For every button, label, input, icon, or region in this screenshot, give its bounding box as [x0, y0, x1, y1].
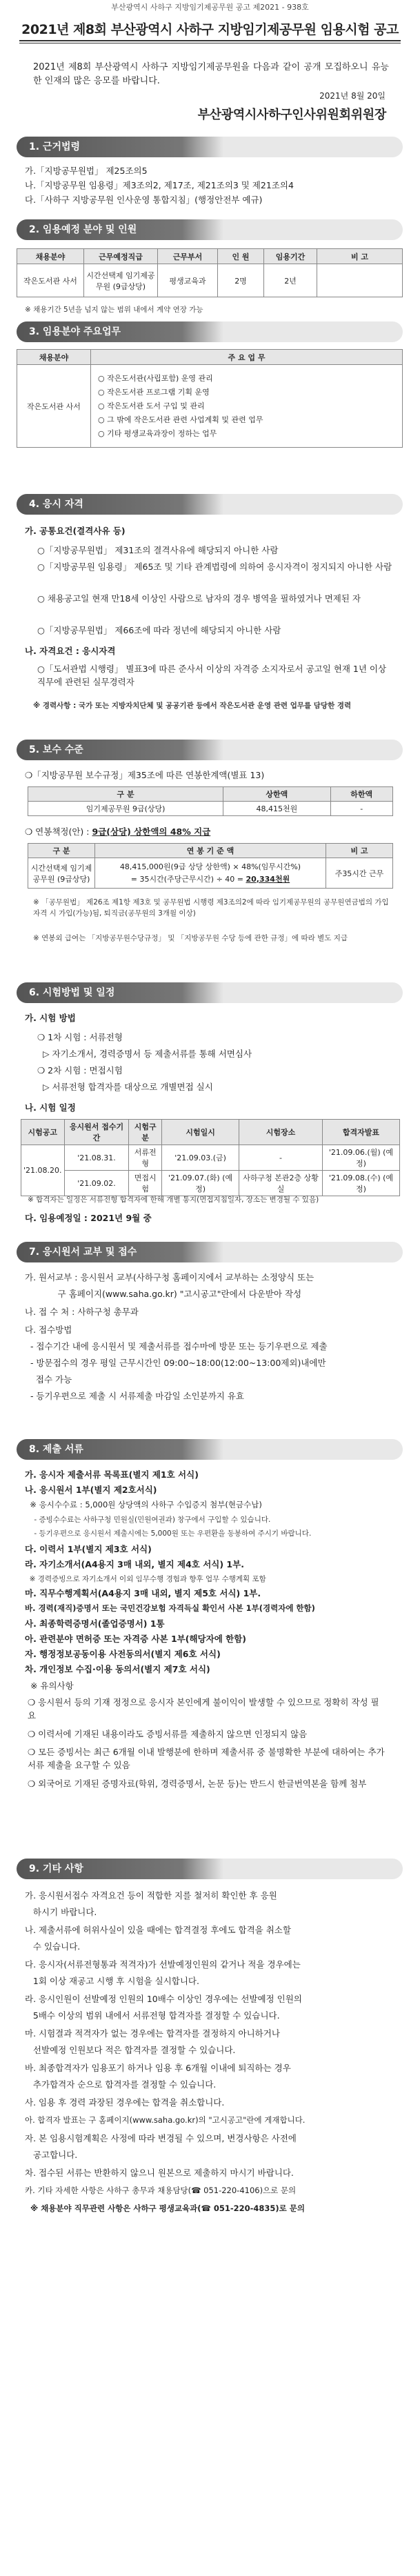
section-1-header: 1. 근거법령: [17, 137, 403, 157]
duty-item: ○ 그 밖에 작은도서관 관련 사업계획 및 관련 업무: [98, 415, 263, 424]
sec9-item: 하시기 바랍니다.: [25, 1907, 97, 1917]
table-cell: 임기제공무원 9급(상당): [28, 802, 223, 816]
sec1-item-2: 나.「지방공무원 임용령」제3조의2, 제17조, 제21조의3 및 제21조의4: [25, 180, 294, 190]
header-cell: 구 분: [28, 844, 95, 858]
header-cell: 하한액: [330, 787, 393, 802]
table-cell: -: [239, 1145, 323, 1171]
table-cell: 평생교육과: [158, 264, 218, 297]
salary-plan-label: ❍ 연봉책정(안) :: [25, 826, 92, 837]
sec5-item-2: [25, 825, 210, 838]
sec8-item: 가. 응시자 제출서류 목록표(별지 제1호 서식): [25, 1469, 199, 1480]
sec1-item-1: 가.「지방공무원법」 제25조의5: [25, 166, 148, 176]
table-cell: 시간선택제 임기제공무원 (9급상당): [84, 264, 158, 297]
sec8-item: ❍ 외국어로 기재된 증명자료(학위, 경력증명서, 논문 등)는 반드시 한글번역본을 함께 첨부: [28, 1779, 367, 1789]
table-cell: '21.09.03.(금): [162, 1145, 239, 1171]
recruitment-table: [17, 248, 403, 297]
sec9-item: 아. 합격자 발표는 구 홈페이지(www.saha.go.kr)의 "고시공고"란에 게재합니다.: [25, 2115, 306, 2125]
table-cell: '21.08.31.: [64, 1145, 129, 1171]
duty-item: ○ 작은도서관 도서 구입 및 관리: [98, 401, 205, 410]
header-cell: 시험장소: [239, 1120, 323, 1145]
sec8-item: ※ 경력증빙으로 자기소개서 이외 임무수행 경험과 향후 업무 수행계획 포함: [25, 1575, 266, 1583]
salary-plan-highlight: 9급(상당) 상한액의 48% 지급: [92, 826, 211, 837]
title-rule-top: [19, 40, 401, 41]
sec6-c: 다. 임용예정일 : 2021년 9월 중: [25, 1213, 152, 1223]
section-6-header: 6. 시험방법 및 일정: [17, 982, 403, 1003]
sec9-item: 공고합니다.: [25, 2150, 78, 2160]
salary-calc-line-2: = 35시간(주당근무시간) ÷ 40 = 20,334천원: [130, 874, 290, 884]
schedule-table: [21, 1119, 400, 1196]
announcement-date: 2021년 8월 20일: [319, 91, 386, 101]
sec9-item: 바. 최종합격자가 임용포기 하거나 임용 후 6개월 이내에 퇴직하는 경우: [25, 2063, 291, 2073]
table-cell: '21.09.08.(수) (예정): [322, 1171, 399, 1196]
table-cell: 2명: [218, 264, 264, 297]
table-cell: 면접시험: [129, 1171, 162, 1196]
sec5-note: ※ 연봉외 급여는 「지방공무원수당규정」 및 「지방공무원 수당 등에 관한 규정」에 따라 별도 지급: [33, 934, 348, 942]
page-title: 2021년 제8회 부산광역시 사하구 지방임기제공무원 임용시험 공고: [21, 22, 399, 37]
sec9-item: 라. 응시인원이 선발예정 인원의 10배수 이상인 경우에는 선발예정 인원의: [25, 1994, 302, 2004]
sec4-a-heading: 가. 공통요건(결격사유 등): [25, 526, 126, 536]
sec4-b-heading: 나. 자격요건 : 응시자격: [25, 646, 116, 656]
table-cell: 주35시간 근무: [326, 858, 393, 889]
sec4-a-item: ○「지방공무원법」 제31조의 결격사유에 해당되지 아니한 사람: [37, 545, 279, 555]
salary-calc-line-1: 48,415,000원(9급 상당 상한액) × 48%(임무시간%): [119, 862, 301, 871]
header-cell: 임용기간: [264, 249, 317, 264]
duty-item: ○ 작은도서관(사립포함) 운영 관리: [98, 373, 213, 383]
sec9-item: 가. 응시원서접수 자격요건 등이 적합한 지를 철저히 확인한 후 응원: [25, 1890, 277, 1901]
sec7-item: - 접수기간 내에 응시원서 및 제출서류를 접수마에 방문 또는 등기우편으로 제출: [25, 1341, 328, 1351]
section-4-header: 4. 응시 자격: [17, 494, 403, 515]
section-2-header: 2. 임용예정 분야 및 인원: [17, 219, 403, 240]
duty-item: ○ 기타 평생교육과장이 정하는 업무: [98, 428, 217, 438]
sec8-item: 자. 행정정보공동이용 사전동의서(별지 제6호 서식): [25, 1649, 221, 1659]
duties-table: [17, 349, 403, 448]
table-cell: 작은도서관 사서: [17, 264, 84, 297]
duty-item: ○ 작은도서관 프로그램 기획 운영: [98, 387, 210, 397]
sec9-item: 선발예정 인원보다 적은 합격자를 결정할 수 있습니다.: [25, 2045, 236, 2055]
sec7-item: 구 홈페이지(www.saha.go.kr) "고시공고"란에서 다운받아 작성: [25, 1289, 302, 1299]
table-cell: 작은도서관 사서: [17, 365, 91, 448]
section-9-header: 9. 기타 사항: [17, 1859, 403, 1879]
sec4-a-item: ○「지방공무원법」 제66조에 따라 정년에 해당되지 아니한 사람: [37, 625, 281, 635]
sec7-item: 접수 가능: [25, 1374, 72, 1385]
issuer-name: 부산광역시사하구인사위원회위원장: [197, 108, 386, 122]
header-cell: 응시원서 접수기간: [64, 1120, 129, 1145]
header-cell: 채용분야: [17, 350, 91, 365]
sec9-item: 다. 응시자(서류전형통과 적격자)가 선발예정인원의 같거나 적을 경우에는: [25, 1959, 301, 1970]
sec7-item: - 등기우편으로 제출 시 서류제출 마감일 소인분까지 유효: [25, 1391, 244, 1401]
table-cell: [317, 264, 403, 297]
sec8-item: ❍ 이력서에 기재된 내용이라도 증빙서류를 제출하지 않으면 인정되지 않음: [28, 1729, 308, 1739]
table-cell: '21.09.07.(화) (예정): [162, 1171, 239, 1196]
header-cell: 시험구분: [129, 1120, 162, 1145]
table-cell: 시간선택제 임기제공무원 (9급상당): [28, 858, 95, 889]
table-cell: -: [330, 802, 393, 816]
section-8-header: 8. 제출 서류: [17, 1439, 403, 1460]
sec7-item: 나. 접 수 처 : 사하구청 총무과: [25, 1307, 139, 1317]
header-cell: 인 원: [218, 249, 264, 264]
sec4-a-item: ○ 채용공고일 현재 만18세 이상인 사람으로 남자의 경우 병역을 필하였거나 면제된 자: [37, 593, 361, 604]
sec4-note: ※ 경력사항 : 국가 또는 지방자치단체 및 공공기관 등에서 작은도서관 운영 관련 업무를 담당한 경력: [33, 702, 352, 710]
sec9-item: 사. 임용 후 경력 과장된 경우에는 합격을 취소합니다.: [25, 2097, 225, 2108]
table-cell: 서류전형: [129, 1145, 162, 1171]
sec8-item: 사. 최종학력증명서(졸업증명서) 1통: [25, 1618, 165, 1629]
table-cell: '21.08.20.: [21, 1145, 65, 1196]
sec5-item-1: ❍「지방공무원 보수규정」제35조에 따른 연봉한계액(별표 13): [25, 770, 265, 780]
salary-cap-table: [28, 786, 393, 816]
sec9-item: 차. 접수된 서류는 반환하지 않으니 원본으로 제출하지 마시기 바랍니다.: [25, 2168, 294, 2178]
sec6-a-item: ▷ 서류전형 합격자를 대상으로 개별면접 실시: [37, 1082, 213, 1092]
sec6-b-heading: 나. 시험 일정: [25, 1102, 76, 1113]
header-cell: 연 봉 기 준 액: [95, 844, 326, 858]
sec7-item: 가. 원서교부 : 응시원서 교부(사하구청 홈페이지에서 교부하는 소정양식 또는: [25, 1272, 314, 1282]
intro-text: 2021년 제8회 부산광역시 사하구 지방임기제공무원을 다음과 같이 공개 모집하오니 유능한 인재의 많은 응모를 바랍니다.: [33, 62, 389, 86]
header-cell: 시험공고: [21, 1120, 65, 1145]
announcement-number: 부산광역시 사하구 지방임기제공무원 공고 제2021 - 938호: [111, 3, 309, 12]
sec8-item: 아. 관련분야 면허증 또는 자격증 사본 1부(해당자에 한함): [25, 1634, 246, 1644]
header-cell: 근무부서: [158, 249, 218, 264]
sec9-item: 1회 이상 재공고 시행 후 시험을 실시합니다.: [25, 1976, 199, 1986]
sec9-item: 수 있습니다.: [25, 1941, 81, 1952]
sec8-item: 라. 자기소개서(A4용지 3매 내외, 별지 제4호 서식) 1부.: [25, 1559, 244, 1569]
sec8-item: 차. 개인정보 수집·이용 동의서(별지 제7호 서식): [25, 1664, 210, 1674]
table-cell: 사하구청 본관2층 상황실: [239, 1171, 323, 1196]
sec9-item: 마. 시험결과 적격자가 없는 경우에는 합격자를 결정하지 아니하거나: [25, 2028, 280, 2039]
sec4-b-item: ○「도서관법 시행령」 별표3에 따른 준사서 이상의 자격증 소지자로서 공고일 현재 1년 이상 직무에 관련된 실무경력자: [37, 664, 387, 687]
section-3-header: 3. 임용분야 주요업무: [17, 321, 403, 342]
sec6-a-item: ▷ 자기소개서, 경력증명서 등 제출서류를 통해 서면심사: [37, 1049, 252, 1059]
sec7-item: 다. 접수방법: [25, 1325, 72, 1335]
sec8-item: 다. 이력서 1부(별지 제3호 서식): [25, 1544, 152, 1554]
sec8-item: ※ 유의사항: [25, 1681, 74, 1691]
header-cell: 근무예정직급: [84, 249, 158, 264]
header-cell: 비 고: [317, 249, 403, 264]
sec9-item: 5배수 이상의 범위 내에서 서류전형 합격자를 결정할 수 있습니다.: [25, 2010, 280, 2021]
section-5-header: 5. 보수 수준: [17, 740, 403, 760]
sec8-item: 바. 경력(재직)증명서 또는 국민건강보험 자격득실 확인서 사본 1부(경력자에 한함): [25, 1603, 315, 1613]
header-cell: 비 고: [326, 844, 393, 858]
header-cell: 구 분: [28, 787, 223, 802]
sec6-a-item: ❍ 2차 시험 : 면접시험: [37, 1065, 123, 1076]
sec8-item: 마. 직무수행계획서(A4용지 3매 내외, 별지 제5호 서식) 1부.: [25, 1588, 261, 1598]
sec8-item: ❍ 응시원서 등의 기재 정정으로 응시자 본인에게 불이익이 발생할 수 있으므로 정확히 작성 필요: [28, 1697, 379, 1721]
header-cell: 상한액: [223, 787, 330, 802]
sec5-note: ※ 「공무원법」 제26조 제1항 제3호 및 공무원법 시행령 제3조의2에 따라 임기제공무원의 공무원연금법의 가입자격 시 가입(가능)됨, 퇴직금(공무원의 3개월 이상): [33, 898, 389, 918]
sec9-item: ※ 채용분야 직무관련 사항은 사하구 평생교육과(☎ 051-220-4835)로 문의: [25, 2203, 306, 2213]
sec8-item: 나. 응시원서 1부(별지 제2호서식): [25, 1485, 157, 1495]
section-7-header: 7. 응시원서 교부 및 접수: [17, 1242, 403, 1262]
header-cell: 채용분야: [17, 249, 84, 264]
sec1-item-3: 다.「사하구 지방공무원 인사운영 통합지침」(행정안전부 예규): [25, 195, 263, 205]
sec8-item: - 등기우편으로 응시원서 제출시에는 5,000원 또는 우편환을 동봉하여 주시기 바랍니다.: [25, 1529, 312, 1538]
sec4-a-item: ○「지방공무원 임용령」 제65조 및 기타 관계법령에 의하여 응시자격이 정지되지 아니한 사람: [37, 562, 392, 572]
sec9-item: 카. 기타 자세한 사항은 사하구 총무과 채용담당(☎ 051-220-4106)으로 문의: [25, 2186, 297, 2195]
sec9-item: 자. 본 임용시험계획은 사정에 따라 변경될 수 있으며, 변경사항은 사전에: [25, 2133, 297, 2143]
sec2-note: ※ 채용기간 5년을 넘지 않는 범위 내에서 계약 연장 가능: [25, 306, 203, 314]
sec6-a-item: ❍ 1차 시험 : 서류전형: [37, 1032, 123, 1042]
header-cell: 주 요 업 무: [91, 350, 403, 365]
sec6-note: ※ 합격자는 일정은 서류전형 합격자에 한해 개별 통지(면접지침일자, 장소는 변경될 수 있음): [28, 1196, 319, 1204]
sec9-item: 나. 제출서류에 허위사실이 있을 때에는 합격결정 후에도 합격을 취소할: [25, 1925, 291, 1935]
table-cell: '21.09.06.(월) (예정): [322, 1145, 399, 1171]
sec8-item-highlight: ❍ 모든 증빙서는 최근 6개월 이내 발행분에 한하며 제출서류 중 불명확한 부분에 대하여는 추가서류 제출을 요구할 수 있음: [28, 1747, 385, 1770]
table-cell: 2년: [264, 264, 317, 297]
salary-table: [28, 843, 393, 889]
table-cell: 48,415천원: [223, 802, 330, 816]
sec7-item: - 방문접수의 경우 평일 근무시간인 09:00~18:00(12:00~13:00제외)내에만: [25, 1358, 326, 1368]
sec8-item: - 증빙수수료는 사하구청 민원실(민원여권과) 창구에서 구입할 수 있습니다.: [25, 1516, 271, 1524]
header-cell: 합격자발표: [322, 1120, 399, 1145]
table-cell: '21.09.02.: [64, 1171, 129, 1196]
sec9-item: 추가합격자 순으로 합격자를 결정할 수 있습니다.: [25, 2079, 217, 2090]
sec8-item: ※ 응시수수료 : 5,000원 상당액의 사하구 수입증지 첨부(현금수납): [25, 1500, 262, 1509]
header-cell: 시험일시: [162, 1120, 239, 1145]
sec6-a-heading: 가. 시험 방법: [25, 1013, 76, 1023]
